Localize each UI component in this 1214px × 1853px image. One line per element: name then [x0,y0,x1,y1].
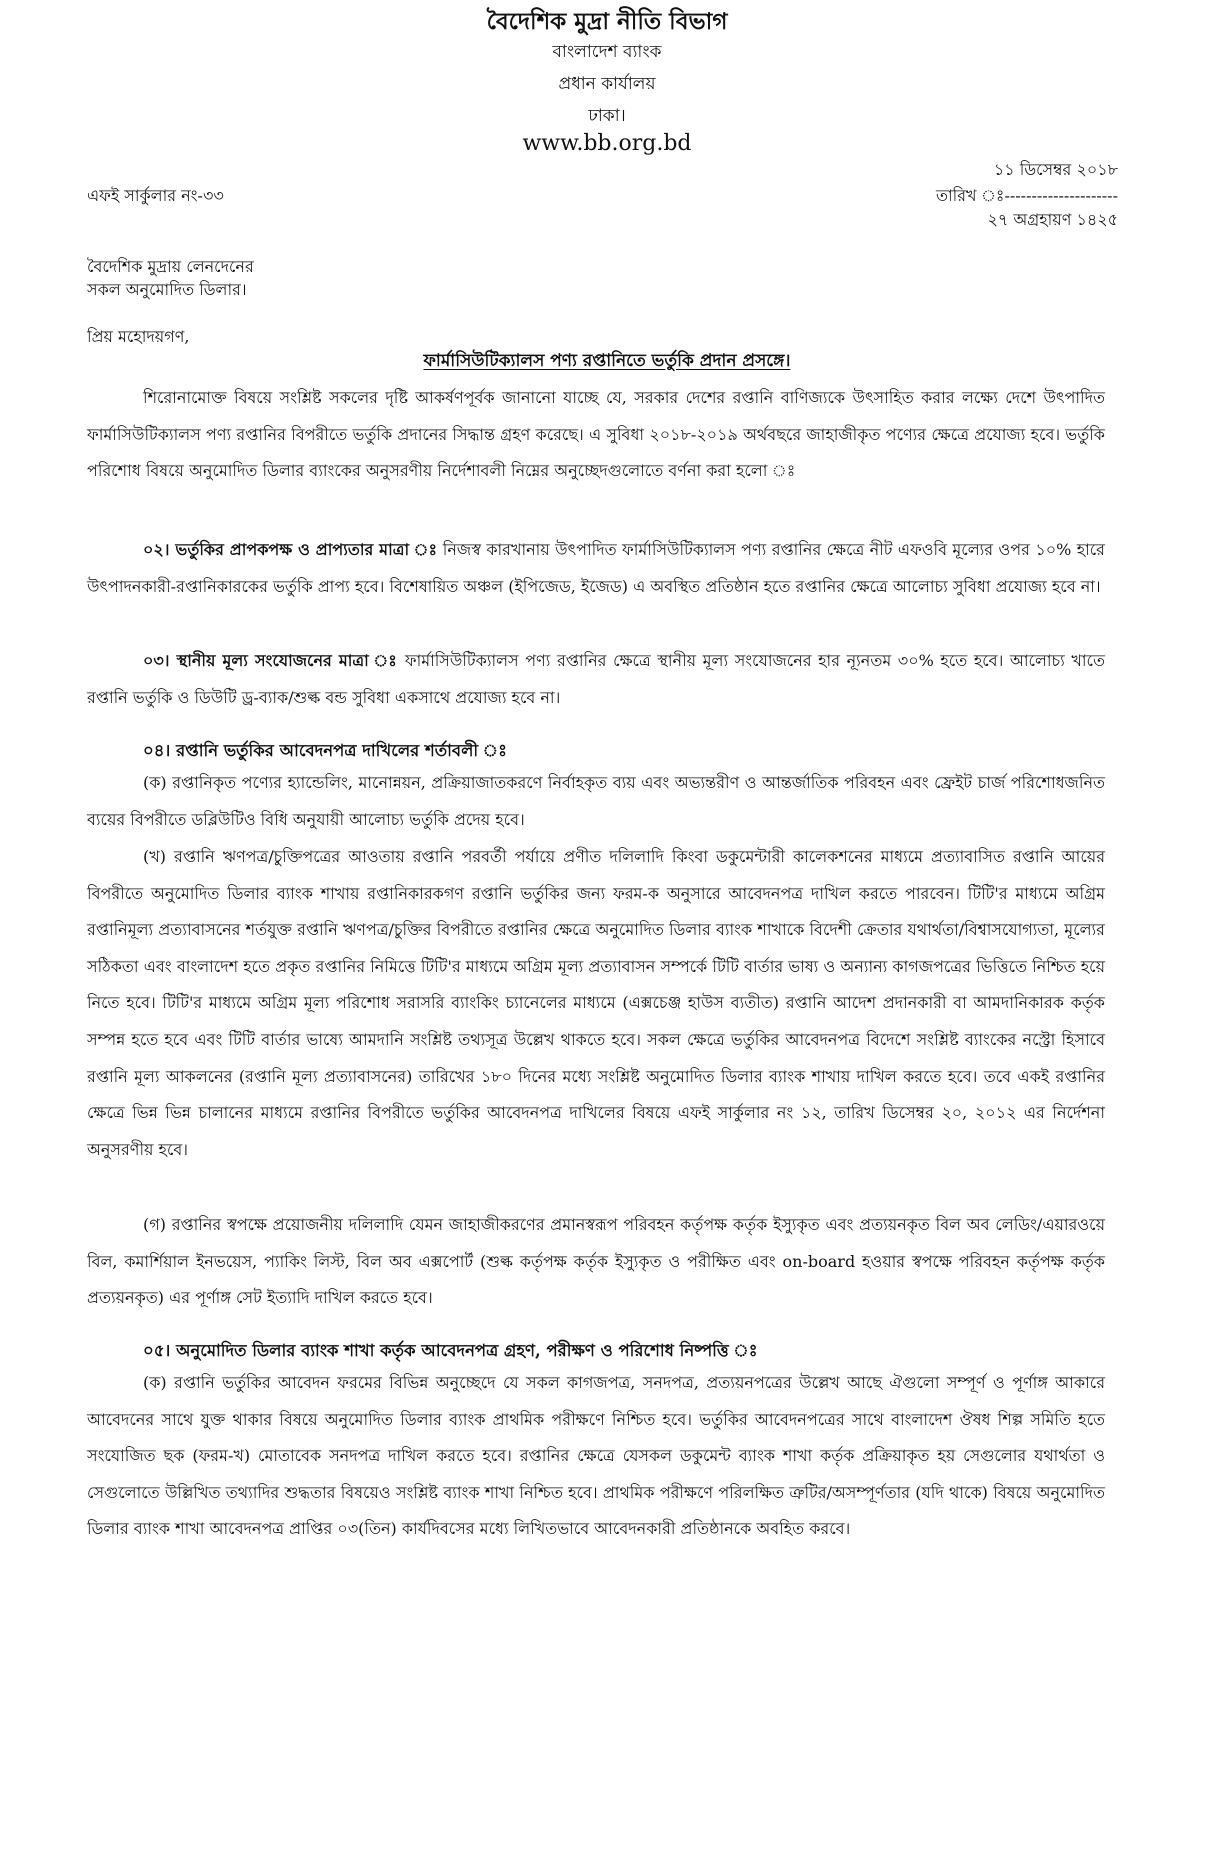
section-02-heading: ০২। ভর্তুকির প্রাপকপক্ষ ও প্রাপ্যতার মাত্রা ঃ [143,540,438,559]
date-gregorian: ১১ ডিসেম্বর ২০১৮ [993,160,1118,179]
section-02 [87,532,1105,605]
section-03 [87,643,1105,716]
office-name: প্রধান কার্যালয় [558,74,656,94]
department-name: বৈদেশিক মুদ্রা নীতি বিভাগ [486,8,728,35]
address-line-2: সকল অনুমোদিত ডিলার। [87,280,247,299]
city-name: ঢাকা। [588,106,626,126]
subject-text: ফার্মাসিউটিক্যালস পণ্য রপ্তানিতে ভর্তুকি প্রদান প্রসঙ্গে। [423,351,791,371]
subject-line [0,348,1214,376]
website-link[interactable]: www.bb.org.bd [522,131,692,156]
section-02-text: নিজস্ব কারখানায় উৎপাদিত ফার্মাসিউটিক্যালস পণ্য রপ্তানির ক্ষেত্রে নীট এফওবি মূল্যের ওপর ১০% হারে উৎপাদনকারী-রপ্তানিকারকের ভর্তুকি প্রাপ্য হবে। বিশেষায়িত অঞ্চল (ইপিজেড, ইজেড) এ অবস্থিত প্রতিষ্ঠান হতে রপ্তানির ক্ষেত্রে আলোচ্য সুবিধা প্রযোজ্য হবে না। [87,540,1105,596]
circular-number: এফই সার্কুলার নং-৩৩ [87,186,224,205]
date-bangla: ২৭ অগ্রহায়ণ ১৪২৫ [987,210,1118,229]
date-label: তারিখ ঃ--------------------- [935,186,1118,205]
address-line-1: বৈদেশিক মুদ্রায় লেনদেনের [87,257,254,276]
intro-paragraph: শিরোনামোক্ত বিষয়ে সংশ্লিষ্ট সকলের দৃষ্টি আকর্ষণপূর্বক জানানো যাচ্ছে যে, সরকার দেশের রপ্তানি বাণিজ্যকে উৎসাহিত করার লক্ষ্যে দেশে উৎপাদিত ফার্মাসিউটিক্যালস পণ্য রপ্তানির বিপরীতে ভর্তুকি প্রদানের সিদ্ধান্ত গ্রহণ করেছে। এ সুবিধা ২০১৮-২০১৯ অর্থবছরে জাহাজীকৃত পণ্যের ক্ষেত্রে প্রযোজ্য হবে। ভর্তুকি পরিশোধ বিষয়ে অনুমোদিত ডিলার ব্যাংকের অনুসরণীয় নির্দেশাবলী নিম্নের অনুচ্ছেদগুলোতে বর্ণনা করা হলো ঃ [87,388,1105,481]
section-04-kha: (খ) রপ্তানি ঋণপত্র/চুক্তিপত্রের আওতায় রপ্তানি পরবর্তী পর্যায়ে প্রণীত দলিলাদি কিংবা ডকুমেন্টারী কালেকশনের মাধ্যমে প্রত্যাবাসিত রপ্তানি আয়ের বিপরীতে অনুমোদিত ডিলার ব্যাংক শাখায় রপ্তানিকারকগণ রপ্তানি ভর্তুকির জন্য ফরম-ক অনুসারে আবেদনপত্র দাখিল করতে পারবেন। টিটি'র মাধ্যমে অগ্রিম রপ্তানিমূল্য প্রত্যাবাসনের শর্তযুক্ত রপ্তানি ঋণপত্র/চুক্তির বিপরীতে রপ্তানির ক্ষেত্রে অনুমোদিত ডিলার ব্যাংক শাখাকে বিদেশী ক্রেতার যথার্থতা/বিশ্বাসযোগ্যতা, মূল্যের সঠিকতা এবং বাংলাদেশ হতে প্রকৃত রপ্তানির নিমিত্তে টিটি'র মাধ্যমে অগ্রিম মূল্য প্রত্যাবাসন সম্পর্কে টিটি বার্তার ভাষ্য ও অন্যান্য কাগজপত্রের ভিত্তিতে নিশ্চিত হয়ে নিতে হবে। টিটি'র মাধ্যমে অগ্রিম মূল্য পরিশোধ সরাসরি ব্যাংকিং চ্যানেলের মাধ্যমে (এক্সচেঞ্জ হাউস ব্যতীত) রপ্তানি আদেশ প্রদানকারী বা আমদানিকারক কর্তৃক সম্পন্ন হতে হবে এবং টিটি বার্তার ভাষ্যে আমদানি সংশ্লিষ্ট তথ্যসূত্র উল্লেখ থাকতে হবে। সকল ক্ষেত্রে ভর্তুকির আবেদনপত্র বিদেশে সংশ্লিষ্ট ব্যাংকের নস্ট্রো হিসাবে রপ্তানি মূল্য আকলনের (রপ্তানি মূল্য প্রত্যাবাসনের) তারিখের ১৮০ দিনের মধ্যে সংশ্লিষ্ট অনুমোদিত ডিলার ব্যাংক শাখায় দাখিল করতে হবে। তবে একই রপ্তানির ক্ষেত্রে ভিন্ন ভিন্ন চালানের মাধ্যমে রপ্তানির বিপরীতে ভর্তুকির আবেদনপত্র দাখিলের বিষয়ে এফই সার্কুলার নং ১২, তারিখ ডিসেম্বর ২০, ২০১২ এর নির্দেশনা অনুসরণীয় হবে। [87,847,1105,1159]
section-04-ga: (গ) রপ্তানির স্বপক্ষে প্রয়োজনীয় দলিলাদি যেমন জাহাজীকরণের প্রমানস্বরূপ পরিবহন কর্তৃপক্ষ কর্তৃক ইস্যুকৃত এবং প্রত্যয়নকৃত বিল অব লেডিং/এয়ারওয়ে বিল, কমার্শিয়াল ইনভয়েস, প্যাকিং লিস্ট, বিল অব এক্সপোর্ট (শুল্ক কর্তৃপক্ষ কর্তৃক ইস্যুকৃত ও পরীক্ষিত এবং on-board হওয়ার স্বপক্ষে পরিবহন কর্তৃপক্ষ কর্তৃক প্রত্যয়নকৃত) এর পূর্ণাঙ্গ সেট ইত্যাদি দাখিল করতে হবে। [87,1215,1105,1308]
section-04-heading: ০৪। রপ্তানি ভর্তুকির আবেদনপত্র দাখিলের শর্তাবলী ঃ [143,741,507,760]
section-05-ka: (ক) রপ্তানি ভর্তুকির আবেদন ফরমের বিভিন্ন অনুচ্ছেদে যে সকল কাগজপত্র, সনদপত্র, প্রত্যয়নপত্রের উল্লেখ আছে ঐগুলো সম্পূর্ণ ও পূর্ণাঙ্গ আকারে আবেদনের সাথে যুক্ত থাকার বিষয়ে অনুমোদিত ডিলার ব্যাংক প্রাথমিক পরীক্ষণে নিশ্চিত হবে। ভর্তুকির আবেদনপত্রের সাথে বাংলাদেশ ঔষধ শিল্প সমিতি হতে সংযোজিত ছক (ফরম-খ) মোতাবেক সনদপত্র দাখিল করতে হবে। রপ্তানির ক্ষেত্রে যেসকল ডকুমেন্ট ব্যাংক শাখা কর্তৃক প্রক্রিয়াকৃত হয় সেগুলোর যথার্থতা ও সেগুলোতে উল্লিখিত তথ্যাদির শুদ্ধতার বিষয়েও সংশ্লিষ্ট ব্যাংক শাখা নিশ্চিত হবে। প্রাথমিক পরীক্ষণে পরিলক্ষিত ত্রুটির/অসম্পূর্ণতার (যদি থাকে) বিষয়ে অনুমোদিত ডিলার ব্যাংক শাখা আবেদনপত্র প্রাপ্তির ০৩(তিন) কার্যদিবসের মধ্যে লিখিতভাবে আবেদনকারী প্রতিষ্ঠানকে অবহিত করবে। [87,1373,1105,1539]
section-03-text: ফার্মাসিউটিক্যালস পণ্য রপ্তানির ক্ষেত্রে স্থানীয় মূল্য সংযোজনের হার ন্যূনতম ৩০% হতে হবে। আলোচ্য খাতে রপ্তানি ভর্তুকি ও ডিউটি ড্র-ব্যাক/শুল্ক বন্ড সুবিধা একসাথে প্রযোজ্য হবে না। [87,651,1105,707]
salutation: প্রিয় মহোদয়গণ, [87,327,190,346]
section-04-ka: (ক) রপ্তানিকৃত পণ্যের হ্যান্ডেলিং, মানোন্নয়ন, প্রক্রিয়াজাতকরণে নির্বাহকৃত ব্যয় এবং অভ্যন্তরীণ ও আন্তর্জাতিক পরিবহন এবং ফ্রেইট চার্জ পরিশোধজনিত ব্যয়ের বিপরীতে ডব্লিউটিও বিধি অনুযায়ী আলোচ্য ভর্তুকি প্রদেয় হবে। [87,773,1105,829]
section-03-heading: ০৩। স্থানীয় মূল্য সংযোজনের মাত্রা ঃ [143,651,399,670]
section-05-heading: ০৫। অনুমোদিত ডিলার ব্যাংক শাখা কর্তৃক আবেদনপত্র গ্রহণ, পরীক্ষণ ও পরিশোধ নিষ্পত্তি ঃ [143,1341,758,1360]
bank-name: বাংলাদেশ ব্যাংক [552,42,662,62]
